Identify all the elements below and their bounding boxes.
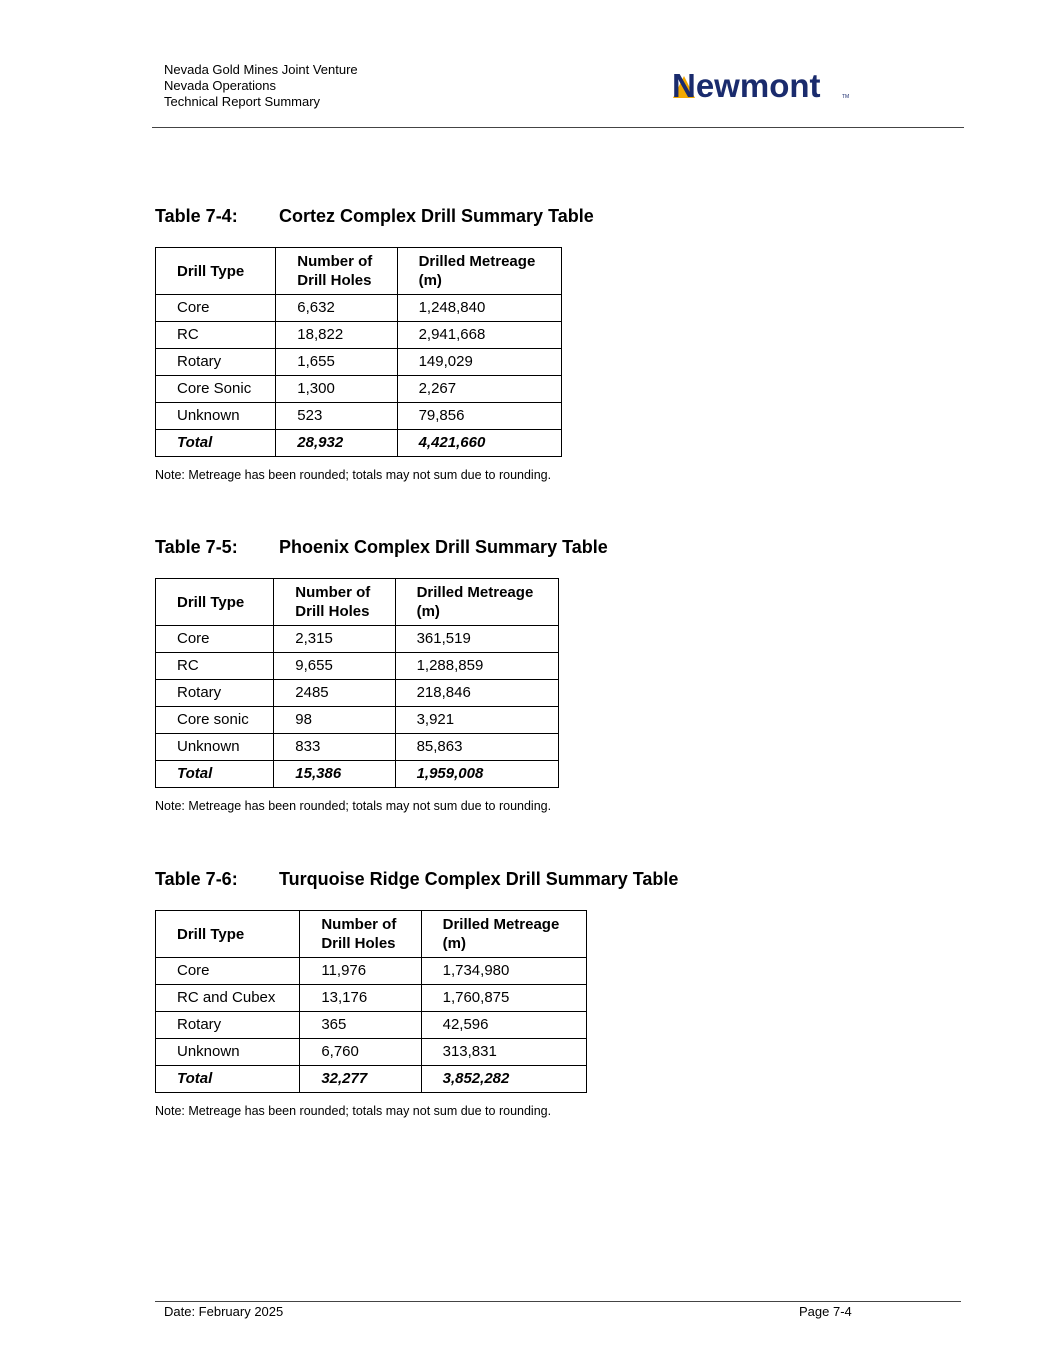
cell-total-metreage: 4,421,660 — [397, 430, 561, 457]
table-row — [156, 1012, 587, 1039]
table-row — [156, 626, 559, 653]
header-line-operations: Nevada Operations — [164, 78, 277, 93]
cell-total-label: Total — [156, 761, 274, 788]
header-line-report: Technical Report Summary — [164, 94, 321, 109]
cell-drill-type: RC — [156, 653, 274, 680]
total-row — [156, 430, 562, 457]
table-number: Table 7-5: — [155, 537, 238, 557]
cortez-drill-table — [155, 247, 562, 457]
header-drill-holes: Number of Drill Holes — [274, 579, 395, 626]
document-header — [164, 62, 358, 110]
turquoise-ridge-drill-table — [155, 910, 587, 1093]
cell-metreage: 361,519 — [395, 626, 558, 653]
total-row — [156, 1066, 587, 1093]
table-row — [156, 403, 562, 430]
table-header-row — [156, 248, 562, 295]
cell-metreage: 1,248,840 — [397, 295, 561, 322]
table-caption: Cortez Complex Drill Summary Table — [279, 206, 594, 226]
cell-metreage: 2,267 — [397, 376, 561, 403]
header-divider — [152, 127, 964, 128]
cell-metreage: 79,856 — [397, 403, 561, 430]
cell-total-metreage: 3,852,282 — [421, 1066, 586, 1093]
cell-total-metreage: 1,959,008 — [395, 761, 558, 788]
cell-drill-type: Core Sonic — [156, 376, 276, 403]
table-note: Note: Metreage has been rounded; totals may not sum due to rounding. — [155, 1104, 552, 1118]
cell-drill-type: Core — [156, 626, 274, 653]
cell-holes: 2485 — [274, 680, 395, 707]
cell-drill-type: Rotary — [156, 1012, 300, 1039]
table-note: Note: Metreage has been rounded; totals may not sum due to rounding. — [155, 799, 552, 813]
cell-metreage: 1,734,980 — [421, 958, 586, 985]
cell-holes: 1,300 — [276, 376, 397, 403]
header-drill-type: Drill Type — [156, 579, 274, 626]
cell-holes: 2,315 — [274, 626, 395, 653]
table-row — [156, 1039, 587, 1066]
cell-holes: 365 — [300, 1012, 421, 1039]
footer-date: Date: February 2025 — [164, 1304, 284, 1319]
table-row — [156, 958, 587, 985]
cell-total-label: Total — [156, 430, 276, 457]
table-row — [156, 707, 559, 734]
logo-text: Newmont — [672, 68, 821, 104]
cell-metreage: 42,596 — [421, 1012, 586, 1039]
header-drill-holes: Number of Drill Holes — [300, 911, 421, 958]
cell-holes: 98 — [274, 707, 395, 734]
cell-total-holes: 32,277 — [300, 1066, 421, 1093]
cell-drill-type: Core sonic — [156, 707, 274, 734]
phoenix-drill-table — [155, 578, 559, 788]
header-metreage: Drilled Metreage (m) — [397, 248, 561, 295]
table-number: Table 7-6: — [155, 869, 238, 889]
header-drill-type: Drill Type — [156, 911, 300, 958]
cell-metreage: 3,921 — [395, 707, 558, 734]
cell-holes: 11,976 — [300, 958, 421, 985]
cell-holes: 1,655 — [276, 349, 397, 376]
table-7-5-title — [155, 535, 608, 559]
total-row — [156, 761, 559, 788]
cell-holes: 13,176 — [300, 985, 421, 1012]
cell-drill-type: RC and Cubex — [156, 985, 300, 1012]
table-row — [156, 295, 562, 322]
header-drill-type: Drill Type — [156, 248, 276, 295]
cell-drill-type: Unknown — [156, 1039, 300, 1066]
table-row — [156, 680, 559, 707]
header-line-company: Nevada Gold Mines Joint Venture — [164, 62, 358, 77]
cell-holes: 6,632 — [276, 295, 397, 322]
table-header-row — [156, 911, 587, 958]
table-caption: Turquoise Ridge Complex Drill Summary Table — [279, 869, 679, 889]
cell-drill-type: Unknown — [156, 734, 274, 761]
cell-drill-type: Unknown — [156, 403, 276, 430]
cell-drill-type: RC — [156, 322, 276, 349]
cell-metreage: 218,846 — [395, 680, 558, 707]
cell-metreage: 149,029 — [397, 349, 561, 376]
cell-holes: 18,822 — [276, 322, 397, 349]
table-row — [156, 349, 562, 376]
table-number: Table 7-4: — [155, 206, 238, 226]
cell-metreage: 85,863 — [395, 734, 558, 761]
table-row — [156, 734, 559, 761]
header-metreage: Drilled Metreage (m) — [421, 911, 586, 958]
cell-total-holes: 15,386 — [274, 761, 395, 788]
cell-drill-type: Rotary — [156, 680, 274, 707]
table-row — [156, 376, 562, 403]
cell-total-holes: 28,932 — [276, 430, 397, 457]
table-7-4-title — [155, 204, 594, 228]
table-header-row — [156, 579, 559, 626]
footer-page-number: Page 7-4 — [799, 1304, 852, 1319]
cell-holes: 9,655 — [274, 653, 395, 680]
table-7-6-title — [155, 867, 678, 891]
cell-metreage: 1,288,859 — [395, 653, 558, 680]
cell-total-label: Total — [156, 1066, 300, 1093]
table-row — [156, 653, 559, 680]
cell-drill-type: Core — [156, 958, 300, 985]
cell-metreage: 313,831 — [421, 1039, 586, 1066]
table-row — [156, 985, 587, 1012]
cell-metreage: 1,760,875 — [421, 985, 586, 1012]
logo-tm: TM — [842, 94, 850, 100]
table-note: Note: Metreage has been rounded; totals may not sum due to rounding. — [155, 468, 552, 482]
cell-holes: 523 — [276, 403, 397, 430]
cell-holes: 833 — [274, 734, 395, 761]
newmont-logo — [670, 68, 855, 104]
header-drill-holes: Number of Drill Holes — [276, 248, 397, 295]
table-caption: Phoenix Complex Drill Summary Table — [279, 537, 608, 557]
cell-metreage: 2,941,668 — [397, 322, 561, 349]
table-row — [156, 322, 562, 349]
cell-drill-type: Core — [156, 295, 276, 322]
cell-holes: 6,760 — [300, 1039, 421, 1066]
footer-divider — [155, 1301, 961, 1302]
cell-drill-type: Rotary — [156, 349, 276, 376]
header-metreage: Drilled Metreage (m) — [395, 579, 558, 626]
